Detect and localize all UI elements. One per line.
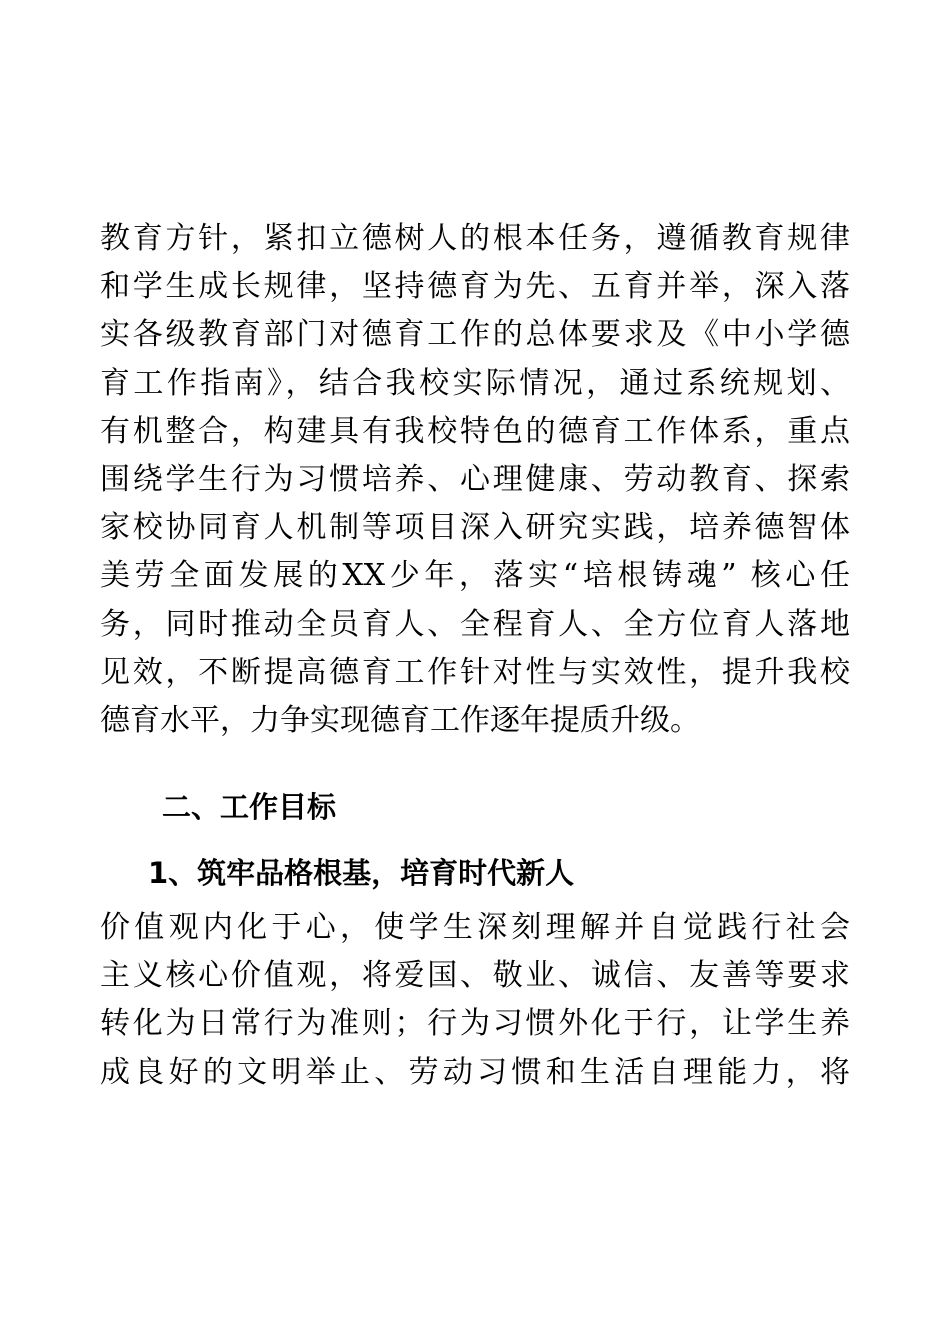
paragraph-line: 价值观内化于心，使学生深刻理解并自觉践行社会 bbox=[100, 910, 850, 945]
paragraph-line: 德育水平，力争实现德育工作逐年提质升级。 bbox=[100, 702, 700, 738]
paragraph-line: 家校协同育人机制等项目深入研究实践，培养德智体 bbox=[100, 510, 850, 546]
subsection-heading: 1、筑牢品格根基，培育时代新人 bbox=[148, 856, 575, 890]
paragraph-line: 和学生成长规律，坚持德育为先、五育并举，深入落 bbox=[100, 269, 850, 305]
paragraph-line: 教育方针，紧扣立德树人的根本任务，遵循教育规律 bbox=[100, 221, 850, 256]
paragraph-line: 主义核心价值观，将爱国、敬业、诚信、友善等要求 bbox=[100, 958, 850, 994]
paragraph-line: 实各级教育部门对德育工作的总体要求及《中小学德 bbox=[100, 317, 850, 353]
paragraph-line: 见效，不断提高德育工作针对性与实效性，提升我校 bbox=[100, 654, 850, 690]
paragraph-line: 围绕学生行为习惯培养、心理健康、劳动教育、探索 bbox=[100, 461, 850, 497]
paragraph-line: 务，同时推动全员育人、全程育人、全方位育人落地 bbox=[100, 606, 850, 642]
section-heading: 二、工作目标 bbox=[162, 790, 337, 824]
paragraph-line: 成良好的文明举止、劳动习惯和生活自理能力，将 bbox=[100, 1054, 850, 1090]
paragraph-line: 美劳全面发展的XX少年，落实“培根铸魂” 核心任 bbox=[100, 558, 850, 594]
paragraph-line: 有机整合，构建具有我校特色的德育工作体系，重点 bbox=[100, 413, 850, 449]
body-paragraph-intro bbox=[100, 215, 850, 745]
paragraph-line: 育工作指南》，结合我校实际情况，通过系统规划、 bbox=[100, 365, 850, 401]
paragraph-line: 转化为日常行为准则；行为习惯外化于行，让学生养 bbox=[100, 1006, 850, 1042]
body-paragraph-goals bbox=[100, 904, 850, 1097]
